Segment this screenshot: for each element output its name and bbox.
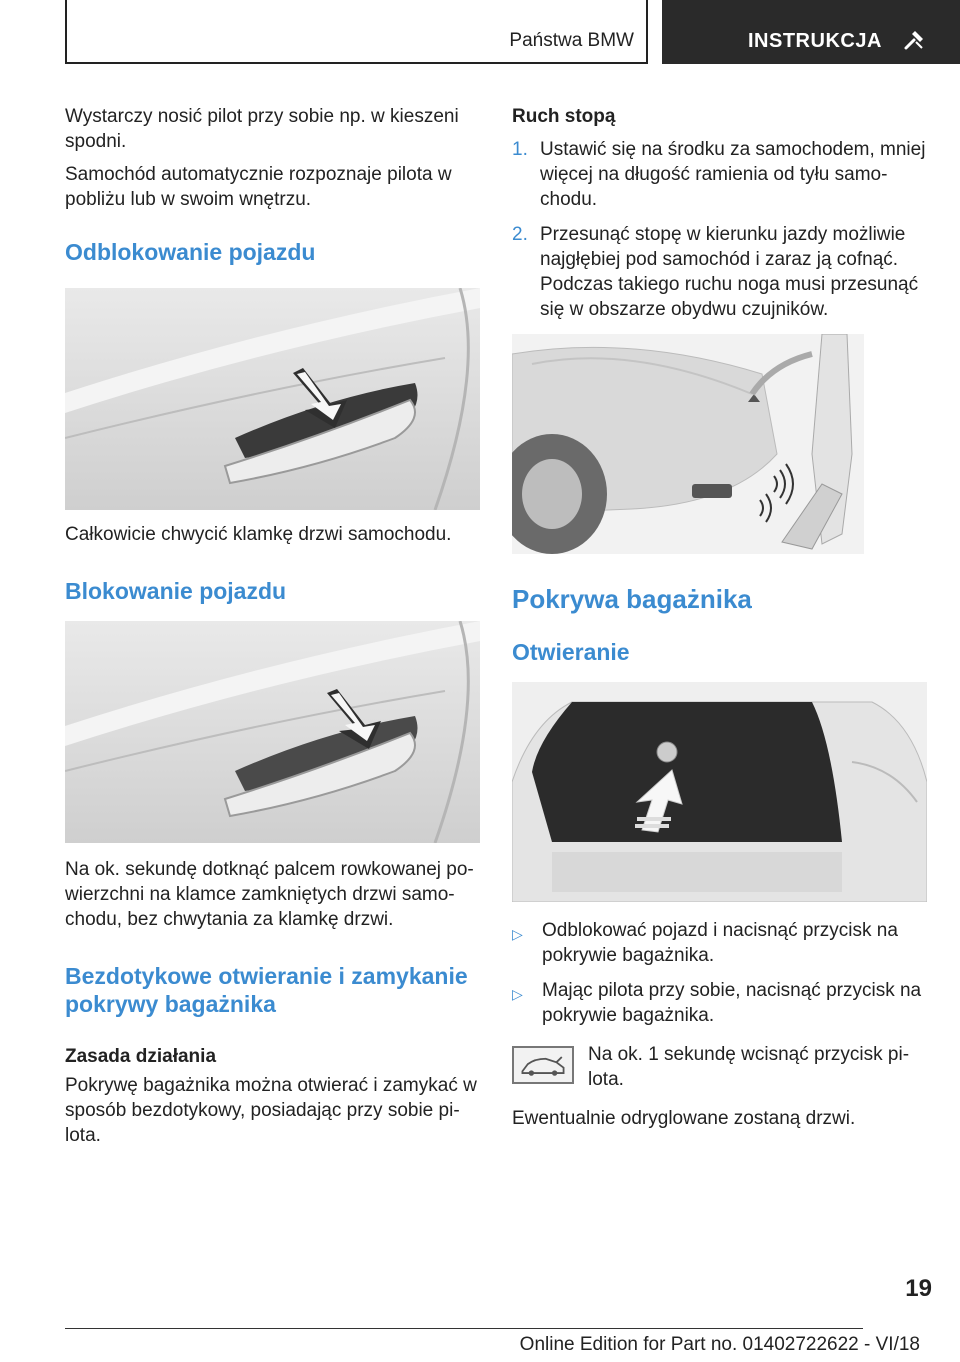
trunk-lid-heading: Pokrywa bagażnika	[512, 584, 752, 614]
bullet-text: Odblokować pojazd i nacisnąć przycisk na pokrywie bagażnika.	[542, 920, 898, 966]
opening-bullets	[512, 918, 932, 1028]
left-column	[65, 104, 480, 1156]
header-brand: Państwa BMW	[509, 30, 634, 51]
lock-heading: Blokowanie pojazdu	[65, 578, 287, 604]
header-section-title: INSTRUKCJA	[748, 30, 882, 52]
unlock-text: Całkowicie chwycić klamkę drzwi samochodu.	[65, 524, 452, 545]
remote-note-text: Na ok. 1 sekundę wcisnąć przycisk pilota.	[588, 1044, 910, 1090]
right-column	[512, 104, 932, 1139]
bullet-triangle-icon: ▷	[512, 986, 523, 1002]
principle-heading: Zasada działania	[65, 1046, 217, 1067]
foot-movement-heading: Ruch stopą	[512, 106, 616, 127]
lock-text: Na ok. sekundę dotknąć palcem rowkowanej powierzchni na klamce zamkniętych drzwi samochodu, bez chwytania za klamkę drzwi.	[65, 859, 474, 930]
door-handle-grip-image	[65, 288, 480, 510]
bullet-text: Mając pilota przy sobie, nacisnąć przycisk na pokrywie bagażnika.	[542, 980, 922, 1026]
bullet-item	[512, 978, 932, 1028]
car-trunk-key-icon	[512, 1046, 574, 1084]
step-number: 2.	[512, 224, 528, 245]
page-number: 19	[905, 1275, 932, 1302]
step-item	[512, 222, 932, 322]
intro-paragraph-2: Samochód automatycznie rozpoznaje pilota w pobliżu lub w swoim wnętrzu.	[65, 164, 452, 210]
bullet-item	[512, 918, 932, 968]
intro-paragraph-1: Wystarczy nosić pilot przy sobie np. w kieszeni spodni.	[65, 106, 459, 152]
header-section-box	[662, 0, 960, 64]
header-brand-box	[65, 0, 648, 64]
wrench-icon	[900, 28, 926, 54]
bullet-triangle-icon: ▷	[512, 926, 523, 942]
step-item	[512, 137, 932, 212]
step-text: Przesunąć stopę w kierunku jazdy możliwie najgłębiej pod samochód i zaraz ją cofnąć. Podczas takiego ruchu noga musi przesunąć się w obszarze obydwu czujników.	[540, 224, 919, 320]
trunk-button-image	[512, 682, 927, 902]
step-number: 1.	[512, 139, 528, 160]
foot-sensor-image	[512, 334, 864, 554]
unlock-heading: Odblokowanie pojazdu	[65, 239, 316, 265]
remote-note	[512, 1042, 932, 1092]
foot-steps-list	[512, 137, 932, 322]
final-text: Ewentualnie odryglowane zostaną drzwi.	[512, 1108, 856, 1129]
contactless-heading: Bezdotykowe otwieranie i zamykanie pokrywy bagażnika	[65, 963, 468, 1017]
door-handle-touch-image	[65, 621, 480, 843]
footer-edition: Online Edition for Part no. 01402722622 - VI/18	[519, 1334, 920, 1355]
principle-text: Pokrywę bagażnika można otwierać i zamykać w sposób bezdotykowy, posiadając przy sobie pilota.	[65, 1075, 477, 1146]
footer-rule	[65, 1328, 863, 1329]
step-text: Ustawić się na środku za samochodem, mniej więcej na długość ramienia od tyłu samochodu.	[540, 139, 926, 210]
opening-heading: Otwieranie	[512, 639, 630, 665]
